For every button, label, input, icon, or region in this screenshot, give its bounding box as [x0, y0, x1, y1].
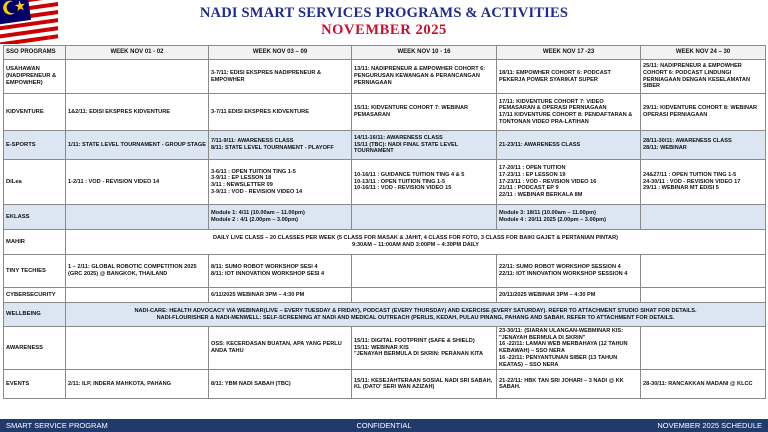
cell-line: 3-9/11 : VOD - REVISION VIDEO 14 — [211, 188, 303, 195]
table-cell: 18/11: EMPOWHER COHORT 6: PODCAST PEKERJA POWER SYARIKAT SUPER — [497, 60, 641, 94]
program-name: KIDVENTURE — [4, 94, 66, 131]
cell-line: 17/11: KIDVENTURE COHORT 7: VIDEO PEMASARAN & OPERASI PERNIAGAAN — [499, 98, 607, 112]
footer-bar — [0, 419, 768, 432]
cell-line: 17-23/11 : VOD - REVISION VIDEO 16 — [499, 178, 597, 185]
table-cell — [209, 255, 352, 288]
cell-line: 22/11: IOT INNOVATION WORKSHOP SESSION 4 — [499, 271, 628, 277]
table-cell — [352, 205, 497, 230]
table-row — [4, 94, 766, 131]
program-name: EVENTS — [4, 370, 66, 399]
program-name: USAHAWAN (NADIPRENEUR & EMPOWHER) — [4, 60, 66, 94]
table-cell: 15/11: KESEJAHTERAAN SOSIAL NADI SRI SABAH, KL (DATO' SERI WAN AZIZAH) — [352, 370, 497, 399]
table-row — [4, 327, 766, 370]
cell-line: 22/11: SUMO ROBOT WORKSHOP SESSION 4 — [499, 264, 621, 271]
table-cell — [497, 327, 641, 370]
cell-line: 10-16/11 : VOD - REVISION VIDEO 15 — [354, 185, 452, 192]
program-name: AWARENESS — [4, 327, 66, 370]
table-cell — [497, 255, 641, 288]
footer-left-text: SMART SERVICE PROGRAM — [6, 421, 108, 430]
page-subtitle: NOVEMBER 2025 — [321, 22, 447, 38]
cell-line: 10-16/11 : GUIDANCE TUITION TING 4 & 5 — [354, 171, 465, 178]
cell-line: Module 1: 4/11 (10.00am – 11.00pm) — [211, 210, 305, 217]
table-cell — [641, 288, 766, 303]
cell-line: Module 2 : 4/1 (2.00pm – 3.00pm) — [211, 217, 299, 223]
table-row — [4, 131, 766, 160]
cell-line: 16 -22/11: LAMAN WEB MERBAHAYA (12 TAHUN KEBAWAH) – SSO NERA — [499, 341, 628, 355]
cell-line: 3/11 : NEWSLETTER 09 — [211, 182, 273, 188]
table-cell — [66, 327, 209, 370]
program-name: TINY TECHIES — [4, 255, 66, 288]
column-header: WEEK NOV 01 - 02 — [66, 46, 209, 60]
cell-line: 16 -22/11: PENYANTUNAN SIBER (13 TAHUN KEATAS) – SSO NERA — [499, 354, 618, 368]
table-cell — [209, 205, 352, 230]
cell-line: 28/11: WEBINAR — [643, 145, 687, 151]
program-name: E-SPORTS — [4, 131, 66, 160]
cell-line: 17/11 KIDVENTURE COHORT 8: PENDAFTARAN & TONTONAN VIDEO PRA-LATIHAN — [499, 112, 633, 125]
table-cell: 15/11: KIDVENTURE COHORT 7: WEBINAR PEMASARAN — [352, 94, 497, 131]
cell-line: 17-23/11 : EP LESSON 19 — [499, 171, 566, 178]
table-cell — [497, 205, 641, 230]
table-cell: 29/11: KIDVENTURE COHORT 8: WEBINAR OPERASI PERNIAGAAN — [641, 94, 766, 131]
table-row — [4, 255, 766, 288]
table-cell — [641, 131, 766, 160]
table-cell: 2/11: ILP, INDERA MAHKOTA, PAHANG — [66, 370, 209, 399]
page-title: NADI SMART SERVICES PROGRAMS & ACTIVITIES — [199, 5, 569, 21]
table-cell — [352, 160, 497, 205]
program-name: CYBERSECURITY — [4, 288, 66, 303]
cell-line: 14/11-16/11: AWARENESS CLASS — [354, 134, 443, 141]
table-cell — [497, 160, 641, 205]
table-cell — [209, 131, 352, 160]
cell-line: Module 4 : 20/11 2025 (2.00pm – 3.00pm) — [499, 217, 606, 223]
table-row — [4, 230, 766, 255]
schedule-table — [3, 45, 766, 399]
table-row — [4, 60, 766, 94]
table-cell — [209, 160, 352, 205]
cell-line: NADI-FLOURISHER & NADI-MENWELL: SELF-SCREENING AT NADI AND MEDICAL OUTREACH (PERLIS, KEDAH, PULAU PINANG, PAHANG AND SABAH. REFER TO ATTACHMENT FOR DETAILS. — [156, 314, 675, 321]
cell-line: 17-20/11 : OPEN TUITION — [499, 165, 566, 172]
program-name: EKLASS — [4, 205, 66, 230]
table-cell: 28-30/11: RANCAKKAN MADANI @ KLCC — [641, 370, 766, 399]
table-cell — [352, 288, 497, 303]
table-cell — [352, 131, 497, 160]
table-cell: 1&2/11: EDISI EKSPRES KIDVENTURE — [66, 94, 209, 131]
table-cell: 3-7/11 EDISI EKSPRES KIDVENTURE — [209, 94, 352, 131]
table-cell — [66, 205, 209, 230]
cell-line: 3-9/11 : EP LESSON 18 — [211, 175, 272, 182]
table-cell: OSS: KECERDASAN BUATAN, APA YANG PERLU ANDA TAHU — [209, 327, 352, 370]
column-header: WEEK NOV 24 – 30 — [641, 46, 766, 60]
table-cell: 8/11: YBM NADI SABAH (TBC) — [209, 370, 352, 399]
table-cell — [66, 60, 209, 94]
table-cell: 3-7/11: EDISI EKSPRES NADIPRENEUR & EMPOWHER — [209, 60, 352, 94]
table-cell — [352, 255, 497, 288]
cell-line: 9:30AM – 11:00AM AND 3:00PM – 4:30PM DAILY — [351, 242, 480, 248]
cell-line: "JENAYAH BERMULA DI SKRIN: PERANAN KITA — [354, 351, 484, 358]
program-name: WELLBEING — [4, 303, 66, 327]
table-cell — [66, 288, 209, 303]
cell-line: 7/11-9/11: AWARENESS CLASS — [211, 138, 294, 145]
cell-line: NADI-CARE: HEALTH ADVOCACY VIA WEBINAR(LIVE – EVERY TUESDAY & FRIDAY), PODCAST (EVERY THURSDAY) AND EXERCISE (EVERY SATURDAY). REFER TO ATTACHMENT STUDIO SIHAT FOR DETAILS. — [134, 307, 697, 314]
table-cell: 25/11: NADIPRENEUR & EMPOWHER COHORT 6: PODCAST LINDUNGI PERNIAGAAN DENGAN KESELAMATAN SIBER — [641, 60, 766, 94]
cell-line: 21/11 : PODCAST EP 9 — [499, 185, 559, 192]
table-cell — [497, 94, 641, 131]
program-name: DiLea — [4, 160, 66, 205]
table-cell: 13/11: NADIPRENEUR & EMPOWHER COHORT 6: PENGURUSAN KEWANGAN & PERANCANGAN PERNIAGAAN — [352, 60, 497, 94]
cell-line: 3-6/11 : OPEN TUITION TING 1-5 — [211, 168, 296, 175]
footer-center-text: CONFIDENTIAL — [356, 421, 412, 430]
cell-line: 24&27/11 : OPEN TUITION TING 1-5 — [643, 171, 737, 178]
cell-line: 15/11: DIGITAL FOOTPRINT (SAFE & SHIELD) — [354, 338, 475, 345]
column-header: WEEK NOV 03 – 09 — [209, 46, 352, 60]
cell-line: 22/11 : WEBINAR BERKALA 8M — [499, 192, 583, 199]
cell-line: 8/11: IOT INNOVATION WORKSHOP SESI 4 — [211, 271, 325, 277]
program-name: MAHIR — [4, 230, 66, 255]
column-header: WEEK NOV 17 -23 — [497, 46, 641, 60]
table-cell: 1-2/11 : VOD - REVISION VIDEO 14 — [66, 160, 209, 205]
column-header: SSO PROGRAMS — [4, 46, 66, 60]
cell-line: 24-30/11 : VOD - REVISION VIDEO 17 — [643, 178, 741, 185]
cell-line: 23-30/11: (SIARAN ULANGAN-WEBMINAR KIS: "JENAYAH BERMULA DI SKRIN" — [499, 328, 624, 341]
table-cell — [352, 327, 497, 370]
cell-line: 8/11: STATE LEVEL TOURNAMENT - PLAYOFF — [211, 145, 334, 151]
table-row — [4, 288, 766, 303]
merged-cell — [66, 303, 766, 327]
table-row — [4, 205, 766, 230]
cell-line: Module 3: 18/11 (10.00am – 11.00pm) — [499, 210, 597, 217]
table-cell: 6/11/2025 WEBINAR 3PM – 4:30 PM — [209, 288, 352, 303]
table-cell: 1/11: STATE LEVEL TOURNAMENT - GROUP STAGE — [66, 131, 209, 160]
table-cell — [641, 205, 766, 230]
cell-line: DAILY LIVE CLASS – 20 CLASSES PER WEEK (5 CLASS FOR MASAK & JAHIT, 4 CLASS FOR FOTO, 3 CLASS FOR BAIKI GAJET & PERTANIAN PINTAR) — [213, 235, 618, 242]
table-cell: 20/11/2025 WEBINAR 3PM – 4:30 PM — [497, 288, 641, 303]
table-cell: 1 – 2/11: GLOBAL ROBOTIC COMPETITION 2025 (GRC 2025) @ BANGKOK, THAILAND — [66, 255, 209, 288]
footer-right-text: NOVEMBER 2025 SCHEDULE — [657, 421, 762, 430]
table-cell: 21-22/11: HBK TAN SRI JOHARI – 3 NADI @ KK SABAH. — [497, 370, 641, 399]
table-cell: 21-23/11: AWARENESS CLASS — [497, 131, 641, 160]
cell-line: 15/11 (TBC): NADI FINAL STATE LEVEL TOURNAMENT — [354, 141, 459, 155]
table-row — [4, 303, 766, 327]
table-row — [4, 370, 766, 399]
cell-line: 15/11: WEBINAR KIS — [354, 344, 409, 351]
table-cell — [641, 160, 766, 205]
table-row — [4, 160, 766, 205]
cell-line: 29/11 : WEBINAR MT EDISI 5 — [643, 185, 719, 192]
cell-line: 28/11-30/11: AWARENESS CLASS — [643, 138, 732, 145]
column-header: WEEK NOV 10 - 16 — [352, 46, 497, 60]
merged-cell — [66, 230, 766, 255]
table-cell — [641, 327, 766, 370]
cell-line: 8/11: SUMO ROBOT WORKSHOP SESI 4 — [211, 264, 318, 271]
cell-line: 10-13/11 : OPEN TUITION TING 1-5 — [354, 178, 446, 185]
table-cell — [641, 255, 766, 288]
table-header-row — [4, 46, 766, 60]
